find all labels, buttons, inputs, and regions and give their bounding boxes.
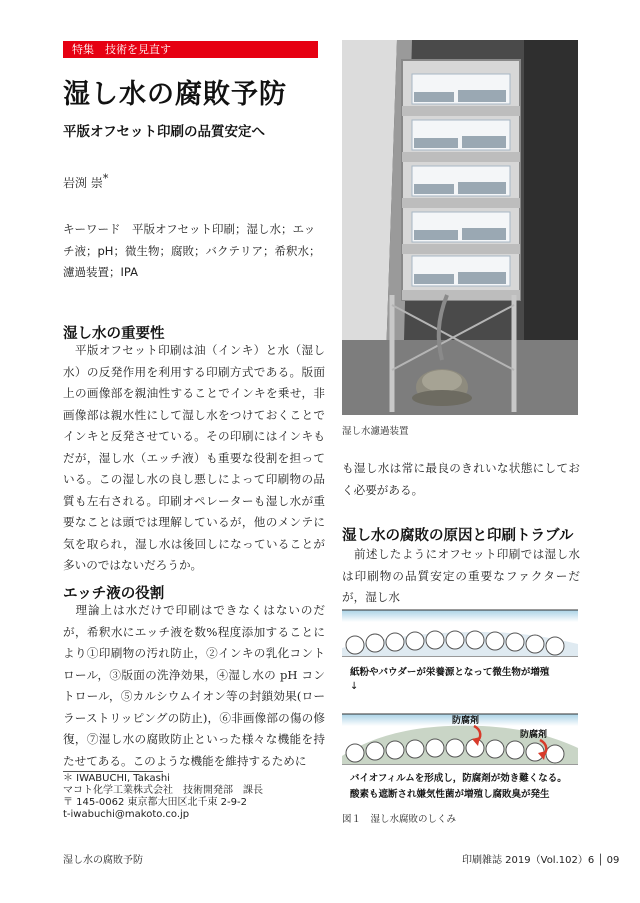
footnote-address: 〒 145-0062 東京都大田区北千束 2-9-2 [63, 797, 247, 808]
keywords: キーワード 平版オフセット印刷；湿し水；エッチ液；pH；微生物；腐敗；バクテリア；希釈水；濾過装置；IPA [63, 222, 321, 279]
footnote [63, 773, 325, 821]
figure-text-1: 紙粉やパウダーが栄養源となって微生物が増殖 [350, 667, 550, 678]
footer-journal-info: 印刷雑誌 2019（Vol.102）6 │ 09 [462, 855, 620, 866]
figure-text-2: バイオフィルムを形成し，防腐剤が効き難くなる。 [350, 773, 567, 784]
category-label: 特集 技術を見直す [72, 43, 171, 56]
section-body-etch-text: 理論上は水だけで印刷はできなくはないのだが，希釈水にエッチ液を数%程度添加することにより①印刷物の汚れ防止，②インキの乳化コントロール，③版面の洗浄効果，④湿し水の pH コントロール，⑤カルシウムイオン等の封鎖効果(ローラーストリッピングの防止)，⑥非画像部の傷の修復，⑦湿し水の腐敗防止といった様々な機能を持たせてある。このような機能を維持するために [63, 603, 325, 768]
footnote-affiliation: マコト化学工業株式会社 技術開発部 課長 [63, 785, 263, 796]
section-body-importance [63, 340, 325, 577]
photo-caption: 湿し水濾過装置 [342, 426, 409, 437]
section-heading-etch: エッチ液の役割 [63, 586, 165, 602]
footnote-name: ＊ IWABUCHI, Takashi [63, 773, 170, 784]
footer-article-title: 湿し水の腐敗予防 [63, 855, 143, 866]
section-body-importance-text: 平版オフセット印刷は油（インキ）と水（湿し水）の反発作用を利用する印刷方式である。版面上の画像部を親油性することでインキを乗せ，非画像部は親水性にして湿し水をつけておくことでインキと反発させている。その印刷にはインキもだが，湿し水（エッチ液）も重要な役割を担っている。この湿し水の良し悪しによって印刷物の品質も左右される。印刷オペレーターも湿し水が重要なことは頭では理解しているが，他のメンテに気を取られ，湿し水は後回しになっていることが多いのではないだろうか。 [63, 343, 325, 572]
article-subtitle: 平版オフセット印刷の品質安定へ [63, 124, 265, 140]
footnote-rule [63, 771, 163, 772]
author-name: 岩渕 崇 [63, 176, 103, 190]
section-body-continuation: も湿し水は常に最良のきれいな状態にしておく必要がある。 [342, 461, 580, 497]
section-body-cause-text: 前述したようにオフセット印刷では湿し水は印刷物の品質安定の重要なファクターだが，湿し水 [342, 547, 580, 604]
author-mark: * [102, 172, 109, 185]
footnote-email: t-iwabuchi@makoto.co.jp [63, 809, 190, 820]
article-title: 湿し水の腐敗予防 [63, 79, 287, 110]
preservative-label-b: 防腐剤 [520, 730, 548, 740]
figure-text-3: 酸素も遮断され嫌気性菌が増殖し腐敗臭が発生 [350, 789, 550, 800]
author [63, 172, 108, 191]
water-band-top [342, 610, 578, 622]
figure-caption: 図１ 湿し水腐敗のしくみ [342, 814, 457, 825]
section-body-cause [342, 544, 580, 609]
filter-device-photo [342, 40, 578, 415]
section-heading-importance: 湿し水の重要性 [63, 326, 165, 342]
section-heading-cause: 湿し水の腐敗の原因と印刷トラブル [342, 528, 574, 544]
figure-arrow-text: ↓ [350, 681, 359, 692]
preservative-label-a: 防腐剤 [452, 716, 480, 726]
section-body-etch [63, 600, 325, 772]
corrosion-mechanism-figure [342, 606, 578, 806]
